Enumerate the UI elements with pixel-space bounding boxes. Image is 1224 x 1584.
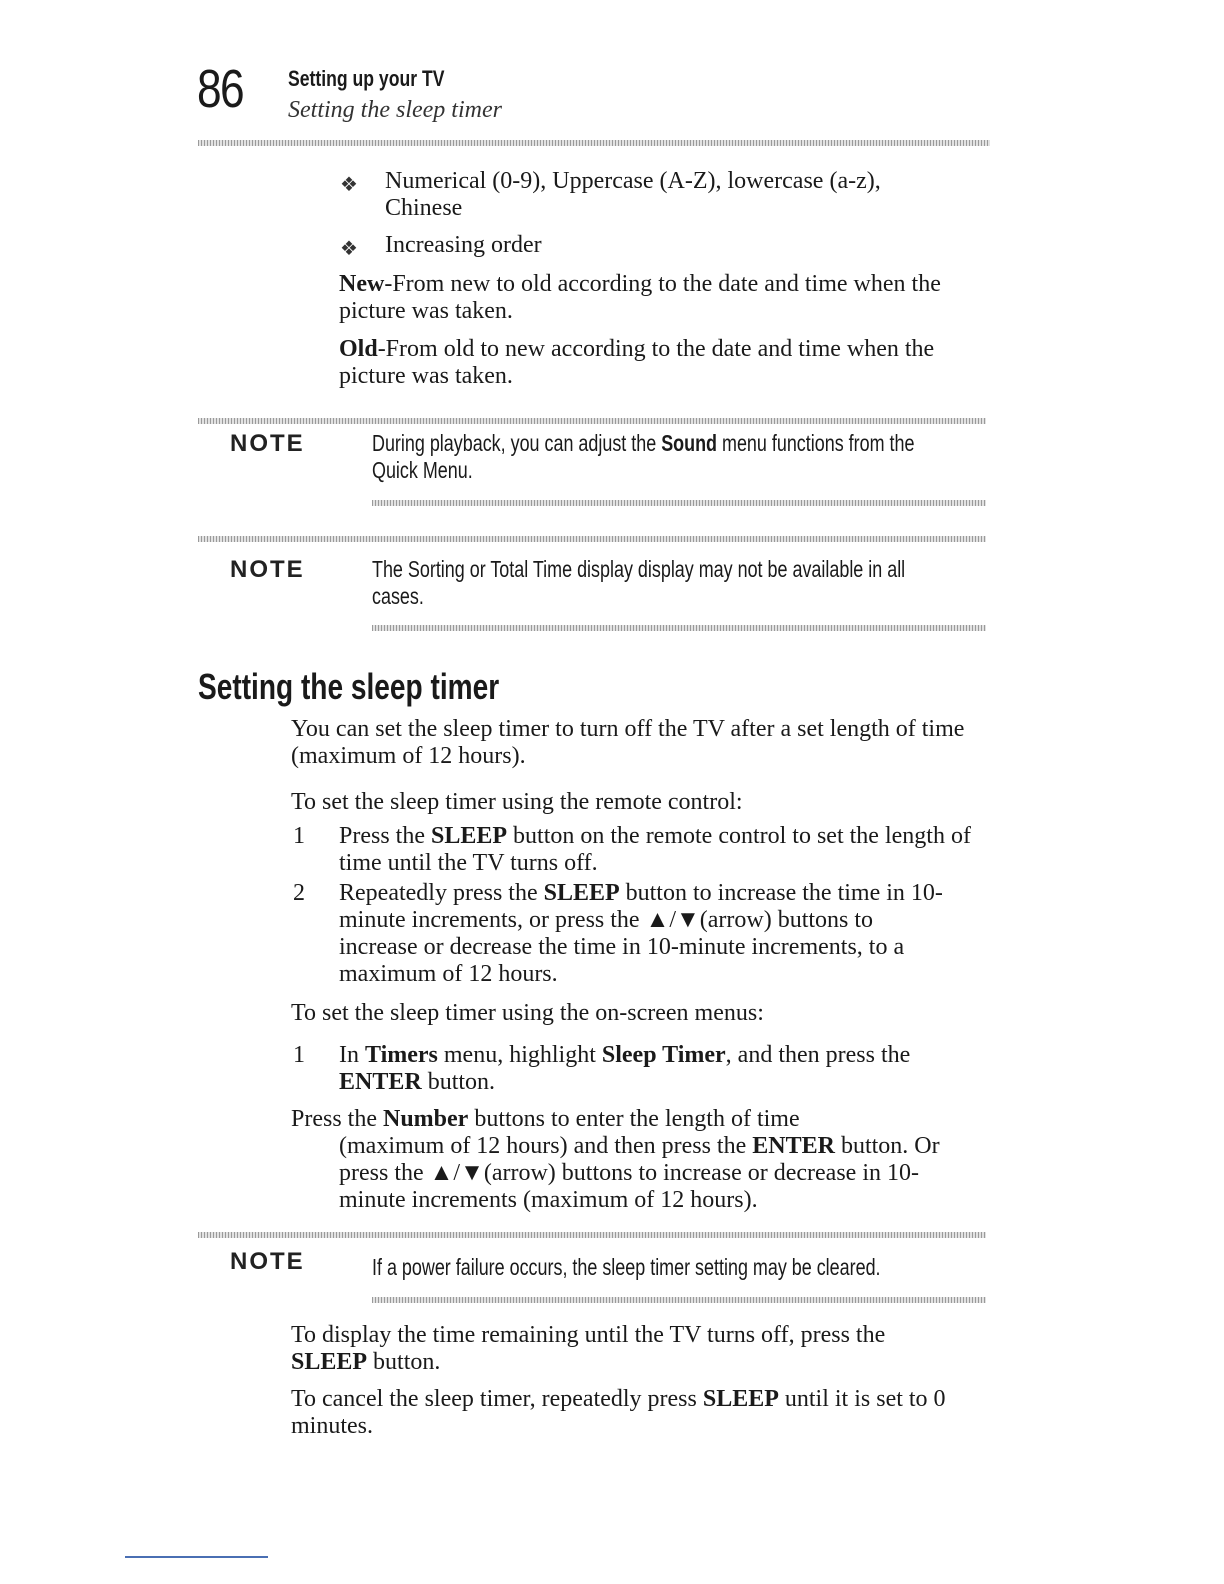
note-label: NOTE	[230, 1248, 305, 1275]
bullet-diamond-icon: ❖	[340, 238, 358, 260]
number-paragraph: Press the Number buttons to enter the length of time (maximum of 12 hours) and then press the ENTER button. Or press the ▲/▼(arrow) buttons to increase or decrease in 10-minute increments (maximum of 12 hours).	[291, 1106, 981, 1214]
note-bottom-rule	[372, 1297, 986, 1303]
bullet-diamond-icon: ❖	[340, 174, 358, 196]
note-text: During playback, you can adjust the Sound menu functions from the Quick Menu.	[372, 430, 915, 483]
note-text: The Sorting or Total Time display display may not be available in all cases.	[372, 556, 906, 609]
display-paragraph: To display the time remaining until the TV turns off, press the SLEEP button.	[291, 1322, 886, 1375]
footer-line	[125, 1556, 268, 1558]
note-bottom-rule	[372, 500, 986, 506]
remote-step: Press the SLEEP button on the remote control to set the length of time until the TV turns off.	[339, 823, 971, 876]
intro-paragraph: You can set the sleep timer to turn off the TV after a set length of time (maximum of 12 hours).	[291, 716, 965, 769]
new-desc: -From new to old according to the date and time when the picture was taken.	[339, 271, 941, 324]
bullet-text: Increasing order	[385, 232, 542, 258]
note-top-rule	[198, 536, 986, 542]
note-label: NOTE	[230, 556, 305, 583]
note-label: NOTE	[230, 430, 305, 457]
new-option-paragraph	[339, 271, 989, 325]
note-top-rule	[198, 418, 986, 424]
section-heading: Setting the sleep timer	[198, 666, 500, 707]
header-divider	[198, 140, 990, 146]
step-number: 1	[293, 1042, 305, 1068]
old-desc: -From old to new according to the date and time when the picture was taken.	[339, 336, 935, 389]
cancel-paragraph: To cancel the sleep timer, repeatedly press SLEEP until it is set to 0 minutes.	[291, 1386, 946, 1439]
page-number: 86	[197, 59, 243, 119]
step-number: 2	[293, 880, 305, 906]
remote-lead: To set the sleep timer using the remote control:	[291, 789, 743, 815]
old-term: Old	[339, 336, 378, 362]
new-term: New	[339, 271, 385, 297]
note-bottom-rule	[372, 625, 986, 631]
number-paragraph-indent: (maximum of 12 hours) and then press the ENTER button. Or press the ▲/▼(arrow) buttons to increase or decrease in 10-minute increments (maximum of 12 hours).	[339, 1133, 940, 1213]
section-subtitle: Setting the sleep timer	[288, 97, 502, 123]
chapter-title: Setting up your TV	[288, 66, 445, 91]
old-option-paragraph	[339, 336, 989, 390]
menu-lead: To set the sleep timer using the on-screen menus:	[291, 1000, 764, 1026]
remote-step: Repeatedly press the SLEEP button to increase the time in 10-minute increments, or press the ▲/▼(arrow) buttons to increase or decrease the time in 10-minute increments, to a maximum of 12 hours.	[339, 880, 943, 987]
note-top-rule	[198, 1232, 986, 1238]
menu-step: In Timers menu, highlight Sleep Timer, and then press the ENTER button.	[339, 1042, 911, 1095]
step-number: 1	[293, 823, 305, 849]
note-text: If a power failure occurs, the sleep timer setting may be cleared.	[372, 1254, 881, 1280]
bullet-text: Numerical (0-9), Uppercase (A-Z), lowercase (a-z), Chinese	[385, 168, 881, 221]
